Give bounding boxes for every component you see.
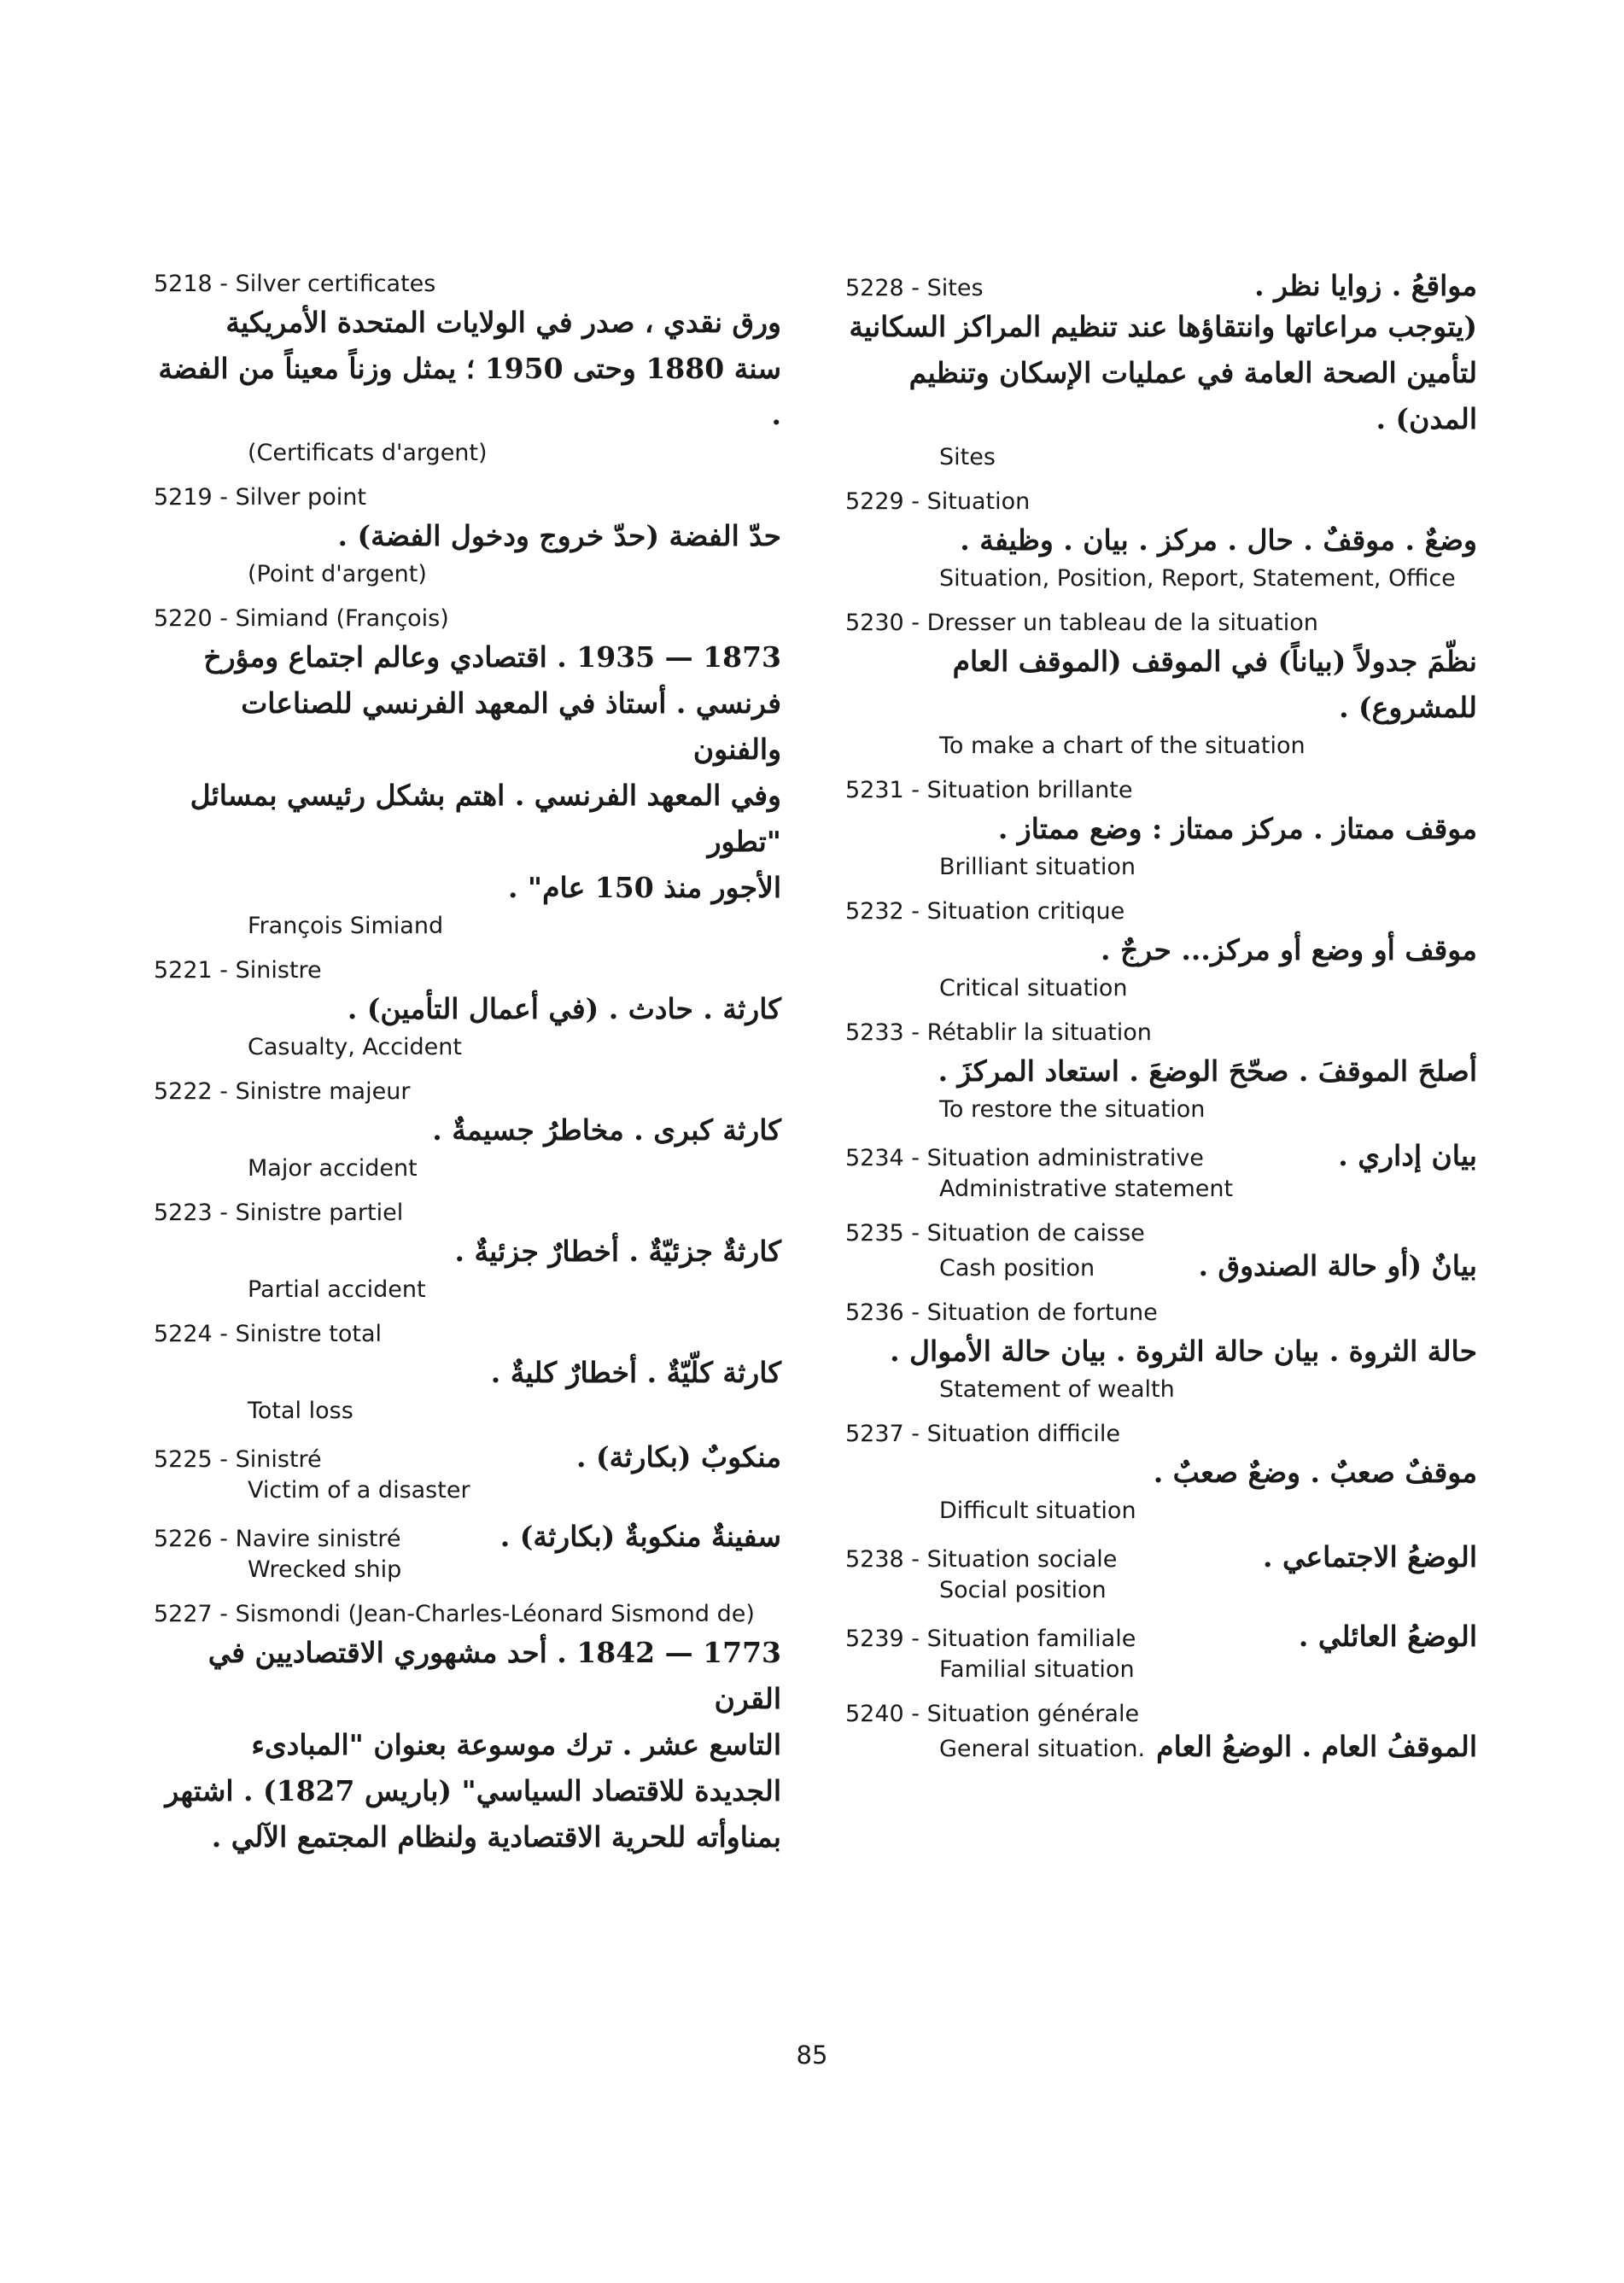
arabic-definition-line: وفي المعهد الفرنسي . اهتم بشكل رئيسي بمسائل "تطور <box>190 779 781 858</box>
page-number: 85 <box>796 2041 828 2070</box>
entry-number: 5228 <box>845 275 904 301</box>
entry-headword: 5236 - Situation de fortune <box>845 1298 1477 1328</box>
entry-headword: 5238 - Situation sociale <box>845 1544 1117 1575</box>
arabic-definition-line: نظّمَ جدولاً (بياناً) في الموقف (الموقف العام <box>952 645 1477 678</box>
dictionary-entry <box>845 1298 1477 1405</box>
entry-headword: 5235 - Situation de caisse <box>845 1218 1477 1249</box>
arabic-definition: منكوبٌ (بكارثة) . <box>576 1440 781 1474</box>
entry-headword: 5221 - Sinistre <box>154 955 781 986</box>
entry-number: 5227 <box>154 1601 213 1627</box>
headword-text: Rétablir la situation <box>926 1019 1152 1046</box>
entry-head-row <box>154 1440 781 1475</box>
headword-text: Sites <box>926 275 984 301</box>
arabic-definition-line: موقف أو وضع أو مركز... حرجٌ . <box>1101 933 1477 966</box>
dictionary-entry <box>154 1077 781 1184</box>
dictionary-entry <box>154 604 781 942</box>
dictionary-entry <box>154 1198 781 1305</box>
arabic-definition-line: حالة الثروة . بيان حالة الثروة . بيان حالة الأموال . <box>890 1334 1477 1368</box>
arabic-definition-line: وضعٌ . موقفٌ . حال . مركز . بيان . وظيفة . <box>960 523 1477 557</box>
dictionary-entry <box>154 482 781 590</box>
arabic-definition-line: كارثة كبرى . مخاطرُ جسيمةٌ . <box>432 1113 781 1147</box>
arabic-definition-line: فرنسي . أستاذ في المعهد الفرنسي للصناعات والفنون <box>241 686 781 766</box>
translation: To restore the situation <box>939 1096 1206 1123</box>
entry-number: 5218 <box>154 271 213 297</box>
headword-text: Situation sociale <box>926 1546 1118 1573</box>
arabic-definition: سفينةٌ منكوبةٌ (بكارثة) . <box>499 1520 781 1553</box>
headword-text: Situation difficile <box>926 1421 1121 1447</box>
dictionary-entry <box>845 269 1477 473</box>
arabic-definition-line: ورق نقدي ، صدر في الولايات المتحدة الأمريكية <box>225 306 781 339</box>
entry-headword: 5224 - Sinistre total <box>154 1319 781 1350</box>
dictionary-entry <box>845 1218 1477 1284</box>
entry-head-row <box>845 1139 1477 1174</box>
arabic-definition-line: 1773 — 1842 . أحد مشهوري الاقتصاديين في القرن <box>207 1636 781 1715</box>
entry-headword: 5229 - Situation <box>845 487 1477 517</box>
entry-headword: 5231 - Situation brillante <box>845 775 1477 806</box>
headword-text: Sinistre <box>235 957 322 984</box>
entry-number: 5235 <box>845 1220 904 1247</box>
entry-number: 5236 <box>845 1299 904 1326</box>
translation: Brilliant situation <box>939 854 1136 880</box>
translation: François Simiand <box>248 913 444 939</box>
headword-text: Silver certificates <box>235 271 436 297</box>
entry-number: 5231 <box>845 777 904 803</box>
entry-headword: 5218 - Silver certificates <box>154 269 781 300</box>
headword-text: Sinistre majeur <box>235 1078 411 1105</box>
entry-headword: 5223 - Sinistre partiel <box>154 1198 781 1229</box>
arabic-definition-line: كارثة كلّيّةٌ . أخطارٌ كليةٌ . <box>490 1356 781 1389</box>
translation: Statement of wealth <box>939 1376 1175 1403</box>
entry-headword: 5234 - Situation administrative <box>845 1143 1204 1174</box>
translation: (Certificats d'argent) <box>248 440 488 466</box>
entry-headword: 5240 - Situation générale <box>845 1699 1477 1730</box>
arabic-definition: مواقعُ . زوايا نظر . <box>1254 269 1477 302</box>
dictionary-entry <box>845 775 1477 883</box>
dictionary-entry <box>154 269 781 469</box>
arabic-definition: بيانٌ (أو حالة الصندوق . <box>1198 1249 1477 1282</box>
arabic-definition-line: كارثةٌ جزئيّةٌ . أخطارٌ جزئيةٌ . <box>454 1235 781 1268</box>
entry-number: 5219 <box>154 484 213 511</box>
entry-headword: 5233 - Rétablir la situation <box>845 1018 1477 1048</box>
entry-number: 5233 <box>845 1019 904 1046</box>
arabic-definition: الموقفُ العام . الوضعُ العام <box>1156 1730 1477 1763</box>
dictionary-entry <box>845 487 1477 594</box>
arabic-definition-line: للمشروع) . <box>1339 691 1477 724</box>
headword-text: Silver point <box>235 484 366 511</box>
entry-headword: 5222 - Sinistre majeur <box>154 1077 781 1107</box>
entry-headword: 5226 - Navire sinistré <box>154 1524 401 1555</box>
entry-number: 5230 <box>845 610 904 636</box>
arabic-definition-line: الجديدة للاقتصاد السياسي" (باريس 1827) . اشتهر <box>165 1774 781 1807</box>
translation: Sites <box>939 444 996 470</box>
translation: General situation. <box>939 1736 1146 1762</box>
entry-number: 5222 <box>154 1078 213 1105</box>
translation: Administrative statement <box>939 1176 1234 1202</box>
headword-text: Sinistre total <box>235 1321 382 1347</box>
headword-text: Dresser un tableau de la situation <box>926 610 1318 636</box>
translation: (Point d'argent) <box>248 561 427 587</box>
dictionary-entry <box>154 1520 781 1585</box>
headword-text: Situation critique <box>926 898 1125 925</box>
entry-number: 5237 <box>845 1421 904 1447</box>
arabic-definition-line: 1873 — 1935 . اقتصادي وعالم اجتماع ومؤرخ <box>203 640 781 674</box>
arabic-definition: بيان إداري . <box>1338 1139 1477 1172</box>
arabic-definition-line: حدّ الفضة (حدّ خروج ودخول الفضة) . <box>337 519 781 552</box>
arabic-definition-line: موقف ممتاز . مركز ممتاز : وضع ممتاز . <box>997 812 1477 845</box>
entry-headword: 5232 - Situation critique <box>845 896 1477 927</box>
arabic-definition-line: لتأمين الصحة العامة في عمليات الإسكان وتنظيم <box>908 356 1477 389</box>
dictionary-entry <box>154 1599 781 1860</box>
entry-number: 5238 <box>845 1546 904 1573</box>
headword-text: Sinistre partiel <box>235 1200 404 1226</box>
headword-text: Navire sinistré <box>235 1526 401 1552</box>
translation: Total loss <box>248 1398 353 1424</box>
entry-headword: 5230 - Dresser un tableau de la situation <box>845 608 1477 639</box>
translation: To make a chart of the situation <box>939 733 1306 759</box>
dictionary-entry <box>845 1018 1477 1125</box>
entry-headword: 5220 - Simiand (François) <box>154 604 781 634</box>
headword-text: Sinistré <box>235 1446 322 1473</box>
entry-headword: 5228 - Sites <box>845 273 984 304</box>
entry-headword: 5219 - Silver point <box>154 482 781 513</box>
arabic-definition-line: بمناوأته للحرية الاقتصادية ولنظام المجتمع الآلي . <box>211 1820 781 1854</box>
dictionary-entry <box>154 1319 781 1427</box>
entry-number: 5225 <box>154 1446 213 1473</box>
entry-number: 5234 <box>845 1145 904 1171</box>
translation: Social position <box>939 1577 1107 1603</box>
entry-number: 5226 <box>154 1526 213 1552</box>
dictionary-entry <box>845 896 1477 1004</box>
entry-headword: 5225 - Sinistré <box>154 1445 322 1475</box>
headword-text: Simiand (François) <box>235 605 449 632</box>
entry-headword: 5227 - Sismondi (Jean-Charles-Léonard Sismond de) <box>154 1599 781 1630</box>
dictionary-entry <box>845 1419 1477 1527</box>
translation-row <box>845 1730 1477 1765</box>
arabic-definition-line: أصلحَ الموقفَ . صحّحَ الوضعَ . استعاد المركزَ . <box>938 1054 1477 1088</box>
translation: Familial situation <box>939 1656 1135 1683</box>
headword-text: Situation de caisse <box>926 1220 1145 1247</box>
headword-text: Sismondi (Jean-Charles-Léonard Sismond de) <box>235 1601 755 1627</box>
entry-headword: 5239 - Situation familiale <box>845 1624 1136 1655</box>
translation: Partial accident <box>248 1276 426 1303</box>
entry-number: 5232 <box>845 898 904 925</box>
arabic-definition-line: كارثة . حادث . (في أعمال التأمين) . <box>347 992 781 1025</box>
entry-number: 5220 <box>154 605 213 632</box>
translation: Wrecked ship <box>248 1556 402 1583</box>
dictionary-entry <box>154 955 781 1063</box>
entry-number: 5224 <box>154 1321 213 1347</box>
headword-text: Situation administrative <box>926 1145 1204 1171</box>
arabic-definition-line: الأجور منذ 150 عام" . <box>507 871 781 904</box>
translation: Situation, Position, Report, Statement, Office <box>939 565 1456 592</box>
translation: Difficult situation <box>939 1498 1136 1524</box>
arabic-definition: الوضعُ الاجتماعي . <box>1263 1540 1477 1574</box>
dictionary-entry <box>845 1699 1477 1765</box>
headword-text: Situation générale <box>926 1701 1140 1727</box>
translation: Cash position <box>939 1255 1095 1282</box>
entry-head-row <box>845 1540 1477 1575</box>
headword-text: Situation brillante <box>926 777 1133 803</box>
entry-number: 5223 <box>154 1200 213 1226</box>
arabic-definition-line: (يتوجب مراعاتها وانتقاؤها عند تنظيم المراكز السكانية <box>849 310 1477 343</box>
translation: Critical situation <box>939 975 1128 1001</box>
translation-row <box>845 1249 1477 1284</box>
arabic-definition: الوضعُ العائلي . <box>1298 1620 1477 1653</box>
headword-text: Situation de fortune <box>926 1299 1158 1326</box>
arabic-definition-line: سنة 1880 وحتى 1950 ؛ يمثل وزناً معيناً من الفضة . <box>158 352 781 431</box>
headword-text: Situation <box>926 488 1031 515</box>
entry-headword: 5237 - Situation difficile <box>845 1419 1477 1450</box>
entry-number: 5239 <box>845 1626 904 1652</box>
right-column <box>845 269 1477 1765</box>
entry-head-row <box>154 1520 781 1555</box>
headword-text: Situation familiale <box>926 1626 1136 1652</box>
translation: Casualty, Accident <box>248 1034 462 1060</box>
entry-number: 5240 <box>845 1701 904 1727</box>
arabic-definition-line: موقفٌ صعبٌ . وضعٌ صعبٌ . <box>1153 1456 1477 1489</box>
translation: Victim of a disaster <box>248 1477 470 1504</box>
entry-head-row <box>845 1620 1477 1655</box>
left-column <box>154 269 781 1860</box>
dictionary-entry <box>845 1540 1477 1606</box>
entry-head-row <box>845 269 1477 304</box>
arabic-definition-line: المدن) . <box>1376 402 1477 435</box>
dictionary-entry <box>845 1139 1477 1205</box>
dictionary-entry <box>154 1440 781 1506</box>
entry-number: 5221 <box>154 957 213 984</box>
dictionary-entry <box>845 1620 1477 1685</box>
arabic-definition-line: التاسع عشر . ترك موسوعة بعنوان "المبادىء <box>251 1728 781 1761</box>
entry-number: 5229 <box>845 488 904 515</box>
dictionary-entry <box>845 608 1477 762</box>
translation: Major accident <box>248 1155 418 1182</box>
